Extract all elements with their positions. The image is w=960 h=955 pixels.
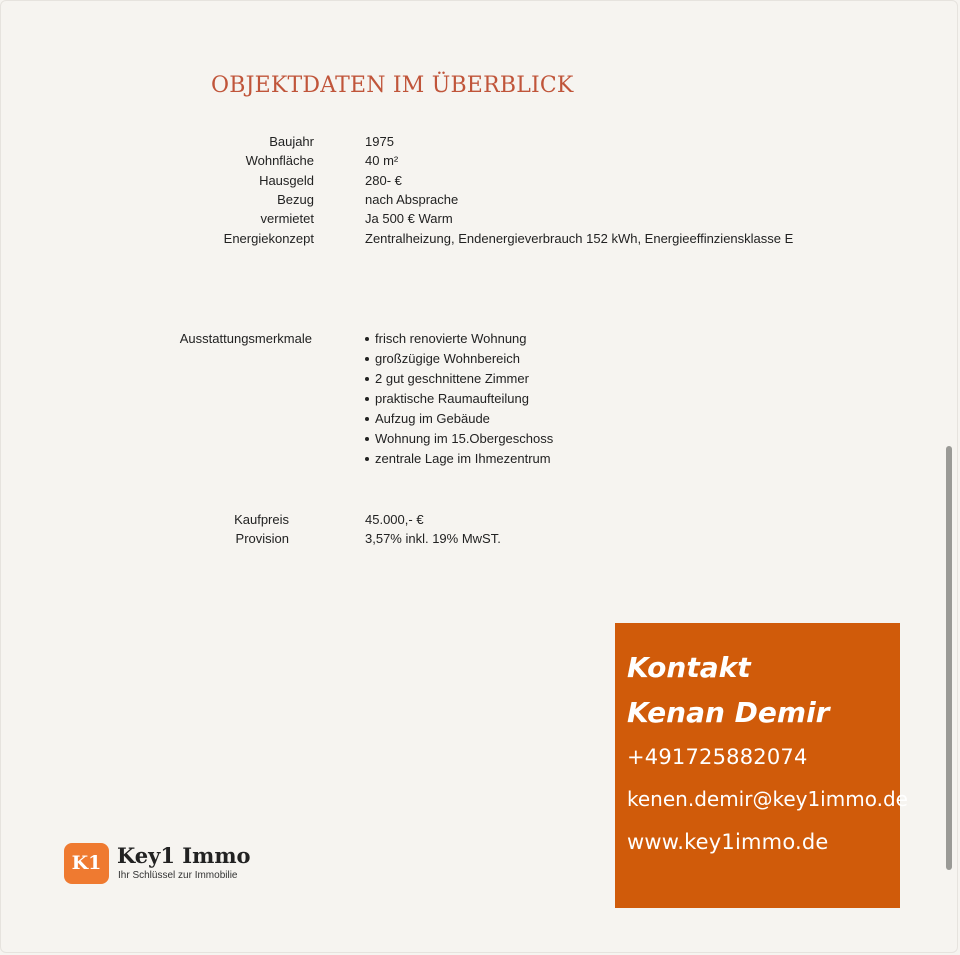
list-item: Aufzug im Gebäude xyxy=(365,410,553,430)
features-label: Ausstattungsmerkmale xyxy=(179,331,312,346)
list-item: praktische Raumaufteilung xyxy=(365,390,553,410)
contact-website[interactable]: www.key1immo.de xyxy=(627,830,829,854)
detail-value: 1975 xyxy=(365,134,394,149)
contact-email[interactable]: kenen.demir@key1immo.de xyxy=(627,787,908,811)
list-item: Wohnung im 15.Obergeschoss xyxy=(365,430,553,450)
list-item: großzügige Wohnbereich xyxy=(365,350,553,370)
logo-mark-icon: K1 xyxy=(64,843,109,884)
price-label: Kaufpreis xyxy=(234,512,289,527)
price-value: 3,57% inkl. 19% MwST. xyxy=(365,531,501,546)
bullet-icon xyxy=(365,417,369,421)
company-logo xyxy=(64,843,264,885)
section-heading: OBJEKTDATEN IM ÜBERBLICK xyxy=(211,73,574,98)
price-label: Provision xyxy=(235,531,289,546)
list-item: 2 gut geschnittene Zimmer xyxy=(365,370,553,390)
detail-value: nach Absprache xyxy=(365,192,459,207)
detail-value: 40 m² xyxy=(365,153,399,168)
detail-value: Zentralheizung, Endenergieverbrauch 152 kWh, Energieeffinziensklasse E xyxy=(365,231,794,246)
contact-title: Kontakt xyxy=(627,651,751,684)
list-item: zentrale Lage im Ihmezentrum xyxy=(365,450,553,470)
contact-box xyxy=(615,623,908,908)
price-value: 45.000,- € xyxy=(365,512,424,527)
logo-tagline: Ihr Schlüssel zur Immobilie xyxy=(118,870,238,881)
vertical-scrollbar[interactable] xyxy=(946,446,952,870)
bullet-icon xyxy=(365,397,369,401)
bullet-icon xyxy=(365,457,369,461)
features-list xyxy=(365,330,553,470)
detail-label: Baujahr xyxy=(269,134,314,149)
bullet-icon xyxy=(365,437,369,441)
bullet-icon xyxy=(365,377,369,381)
detail-value: Ja 500 € Warm xyxy=(365,211,453,226)
detail-label: vermietet xyxy=(260,211,314,226)
detail-label: Wohnfläche xyxy=(245,153,314,168)
detail-value: 280- € xyxy=(365,173,402,188)
contact-phone[interactable]: +491725882074 xyxy=(627,745,808,769)
logo-name: Key1 Immo xyxy=(117,843,251,868)
bullet-icon xyxy=(365,357,369,361)
contact-name: Kenan Demir xyxy=(627,696,830,729)
detail-label: Hausgeld xyxy=(259,173,314,188)
detail-label: Energiekonzept xyxy=(223,231,314,246)
list-item: frisch renovierte Wohnung xyxy=(365,330,553,350)
bullet-icon xyxy=(365,337,369,341)
detail-label: Bezug xyxy=(277,192,314,207)
